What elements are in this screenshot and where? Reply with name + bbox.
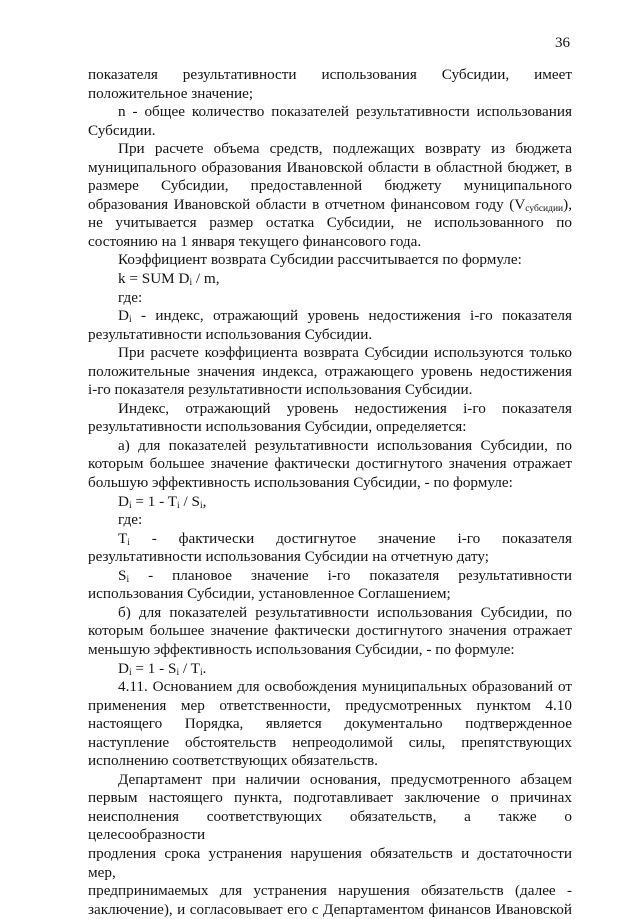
text-line: положительное значение;: [88, 84, 254, 102]
text-fragment: .: [202, 659, 207, 677]
document-body: [88, 66, 572, 919]
text-line: использования Субсидии, установленное Соглашением;: [88, 585, 451, 603]
text-line: а) для показателей результативности использования Субсидии, по: [118, 436, 572, 454]
text-line: i-го показателя результативности использования Субсидии.: [88, 381, 473, 399]
formula-di-a: [88, 493, 572, 512]
formula-di-b: [88, 660, 572, 679]
text-line: Индекс, отражающий уровень недостижения i-го показателя: [118, 399, 572, 417]
text-line: [88, 567, 572, 586]
text-line: исполнению соответствующих обязательств.: [88, 752, 378, 770]
formula-k: [88, 270, 572, 289]
subscript: субсидии: [525, 203, 564, 214]
text-line: заключение), и согласовывает его с Департаментом финансов Ивановской: [88, 900, 572, 918]
text-fragment: / m,: [192, 270, 220, 288]
text-line: первым настоящего пункта, подготавливает заключение о причинах: [88, 789, 572, 807]
text-line: наступление обстоятельств непреодолимой силы, препятствующих: [88, 733, 572, 751]
text-line: n - общее количество показателей результативности использования: [118, 103, 572, 121]
text-line: меньшую эффективность использования Субсидии, - по формуле:: [88, 640, 515, 658]
text-line: [88, 307, 572, 326]
text-line: размере Субсидии, предоставленной бюджету муниципального: [88, 177, 572, 195]
text-line: Коэффициент возврата Субсидии рассчитывается по формуле:: [118, 251, 522, 269]
text-line: не учитывается размер остатка Субсидии, не использованного по: [88, 214, 572, 232]
text-line: которым большее значение фактически достигнутого значения отражает: [88, 622, 572, 640]
text-line: продления срока устранения нарушения обязательств и достаточности мер,: [88, 844, 572, 881]
text-fragment: ,: [202, 492, 207, 510]
text-fragment: T: [118, 529, 128, 547]
text-fragment: D: [118, 659, 129, 677]
subscript: i: [127, 537, 130, 548]
subscript: i: [176, 667, 180, 678]
text-line: муниципального образования Ивановской области в областной бюджет, в: [88, 158, 572, 176]
text-line: [88, 196, 572, 215]
text-fragment: / S: [179, 492, 200, 510]
subscript: i: [128, 500, 132, 511]
subscript: i: [199, 500, 203, 511]
text-line: результативности использования Субсидии, определяется:: [88, 418, 467, 436]
text-line: 4.11. Основанием для освобождения муниципальных образований от: [118, 678, 572, 696]
text-line: неисполнения соответствующих обязательств, а также о целесообразности: [88, 807, 572, 844]
text-line: результативности использования Субсидии.: [88, 325, 373, 343]
text-line: При расчете объема средств, подлежащих возврату из бюджета: [118, 140, 572, 158]
text-fragment: S: [118, 566, 127, 584]
text-fragment: / T: [179, 659, 200, 677]
text-fragment: образования Ивановской области в отчетном финансовом году (V: [88, 195, 526, 213]
text-fragment: ),: [563, 195, 572, 213]
text-fragment: - индекс, отражающий уровень недостижения i-го показателя: [131, 307, 572, 325]
where-label: где:: [118, 511, 143, 529]
text-line: Субсидии.: [88, 121, 156, 139]
text-line: положительные значения индекса, отражающего уровень недостижения: [88, 362, 572, 380]
text-line: настоящего Порядка, является документально подтвержденное: [88, 715, 572, 733]
text-fragment: = 1 - S: [131, 659, 177, 677]
where-label: где:: [118, 288, 143, 306]
text-fragment: = 1 - T: [131, 492, 178, 510]
text-fragment: k = SUM D: [118, 270, 190, 288]
subscript: i: [128, 667, 132, 678]
text-line: б) для показателей результативности использования Субсидии, по: [118, 603, 572, 621]
page-number: 36: [555, 35, 570, 51]
text-line: [88, 530, 572, 549]
text-fragment: D: [118, 492, 129, 510]
text-fragment: - плановое значение i-го показателя результативности: [129, 566, 572, 584]
subscript: i: [189, 278, 193, 289]
subscript: i: [126, 574, 130, 585]
text-line: предпринимаемых для устранения нарушения обязательств (далее -: [88, 882, 572, 900]
text-fragment: - фактически достигнутое значение i-го показателя: [129, 529, 572, 547]
subscript: i: [128, 315, 132, 326]
text-line: Департамент при наличии основания, предусмотренного абзацем: [118, 770, 572, 788]
text-fragment: D: [118, 307, 129, 325]
text-line: применения мер ответственности, предусмотренных пунктом 4.10: [88, 696, 572, 714]
text-line: состоянию на 1 января текущего финансового года.: [88, 232, 422, 250]
text-line: большую эффективность использования Субсидии, - по формуле:: [88, 474, 513, 492]
subscript: i: [199, 667, 203, 678]
subscript: i: [177, 500, 180, 511]
text-line: которым большее значение фактически достигнутого значения отражает: [88, 455, 572, 473]
text-line: При расчете коэффициента возврата Субсидии используются только: [118, 344, 572, 362]
text-line: показателя результативности использования Субсидии, имеет: [88, 66, 572, 83]
text-line: результативности использования Субсидии на отчетную дату;: [88, 548, 489, 566]
